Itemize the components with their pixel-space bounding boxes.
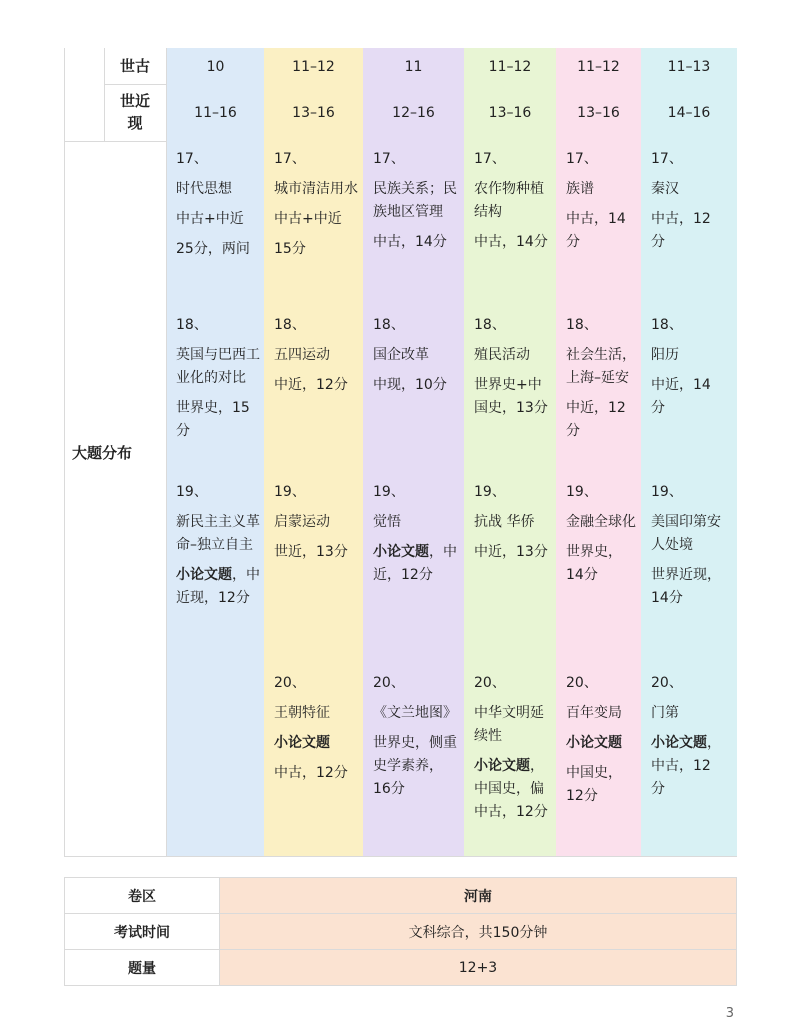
q19-cell: 19、 新民主主义革命–独立自主 小论文题，中近现，12分 (176, 484, 260, 606)
q18-cell: 18、 社会生活，上海–延安 中近，12分 (566, 317, 636, 439)
q19-cell: 19、 金融全球化 世界史，14分 (566, 484, 636, 583)
q19-cell: 19、 启蒙运动 世近，13分 (274, 484, 348, 560)
page-number: 3 (725, 1006, 734, 1021)
exam-time-value: 文科综合，共150分钟 (220, 914, 737, 950)
q19-cell: 19、 抗战 华侨 中近，13分 (474, 484, 548, 560)
q18-cell: 18、 五四运动 中近，12分 (274, 317, 348, 393)
shijinxian-value: 11–16 (194, 105, 237, 121)
q17-cell: 17、 农作物种植结构 中古，14分 (474, 151, 548, 250)
q20-cell: 20、 王朝特征 小论文题 中古，12分 (274, 675, 348, 781)
q18-cell: 18、 阳历 中近，14分 (651, 317, 711, 416)
table-divider (104, 84, 166, 85)
shigu-value: 11–12 (488, 59, 532, 75)
q19-cell: 19、 美国印第安人处境 世界近现，14分 (651, 484, 721, 606)
region-label: 卷区 (65, 878, 220, 914)
table-border-bottom (64, 856, 737, 857)
table-divider (166, 48, 167, 856)
row-label-shigu: 世古 (119, 57, 150, 75)
question-count-value: 12+3 (220, 950, 737, 986)
q17-cell: 17、 族谱 中古，14分 (566, 151, 626, 250)
shigu-value: 11 (404, 59, 423, 75)
shijinxian-value: 13–16 (488, 105, 532, 121)
shigu-value: 11–12 (577, 59, 620, 75)
row-label-shijinxian: 世近 现 (119, 92, 150, 132)
shijinxian-value: 13–16 (577, 105, 620, 121)
shigu-value: 11–13 (667, 59, 711, 75)
q18-cell: 18、 殖民活动 世界史+中国史，13分 (474, 317, 548, 416)
table-row (65, 914, 737, 950)
q18-cell: 18、 国企改革 中现，10分 (373, 317, 447, 393)
q17-cell: 17、 城市清洁用水 中古+中近 15分 (274, 151, 358, 257)
question-count-label: 题量 (65, 950, 220, 986)
q17-cell: 17、 秦汉 中古，12分 (651, 151, 711, 250)
shijinxian-value: 12–16 (392, 105, 435, 121)
q20-cell: 20、 中华文明延续性 小论文题，中国史，偏中古，12分 (474, 675, 548, 820)
table-divider (64, 141, 166, 142)
q18-cell: 18、 英国与巴西工业化的对比 世界史，15分 (176, 317, 260, 439)
q20-cell: 20、 百年变局 小论文题 中国史，12分 (566, 675, 622, 804)
q17-cell: 17、 民族关系；民族地区管理 中古，14分 (373, 151, 457, 250)
region-value: 河南 (220, 878, 737, 914)
shijinxian-value: 13–16 (292, 105, 335, 121)
exam-info-table (64, 877, 737, 986)
shigu-value: 10 (206, 59, 225, 75)
exam-time-label: 考试时间 (65, 914, 220, 950)
q20-cell: 20、 《文兰地图》 世界史，侧重史学素养，16分 (373, 675, 457, 797)
q17-cell: 17、 时代思想 中古+中近 25分，两问 (176, 151, 250, 257)
table-border-left (64, 48, 65, 856)
q19-cell: 19、 觉悟 小论文题，中近，12分 (373, 484, 457, 583)
table-row (65, 950, 737, 986)
table-row (65, 878, 737, 914)
shigu-value: 11–12 (292, 59, 335, 75)
section-label: 大题分布 (72, 444, 133, 462)
q20-cell: 20、 门第 小论文题，中古，12分 (651, 675, 721, 797)
shijinxian-value: 14–16 (667, 105, 711, 121)
